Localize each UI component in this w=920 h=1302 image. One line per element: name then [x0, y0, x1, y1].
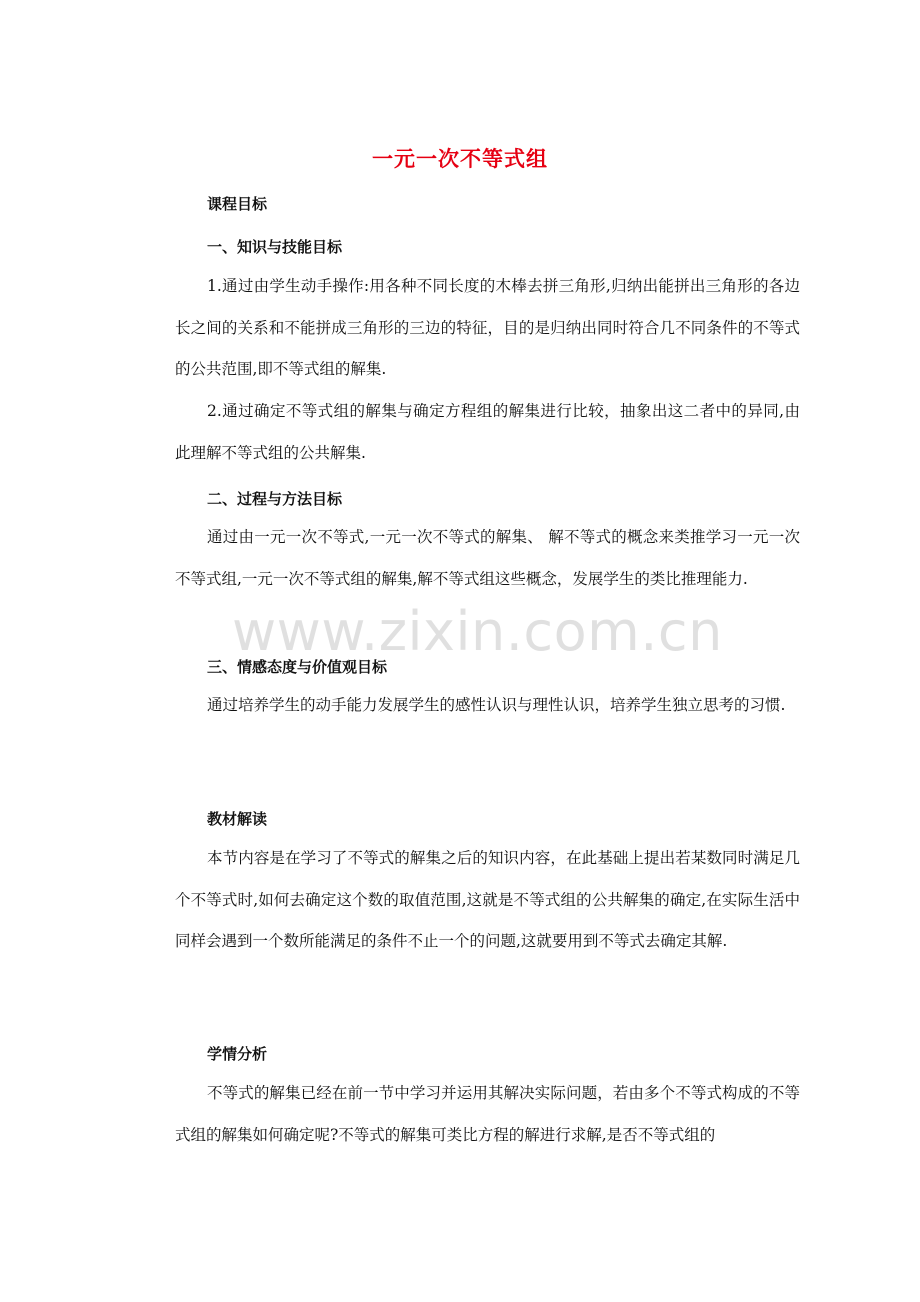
paragraph-analysis-1: 不等式的解集已经在前一节中学习并运用其解决实际问题，若由多个不等式构成的不等式组的解集如何确定呢?不等式的解集可类比方程的解进行求解,是否不等式组的 — [175, 1084, 800, 1144]
heading-process-methods: 二、过程与方法目标 — [207, 490, 343, 508]
paragraph-emotion-1: 通过培养学生的动手能力发展学生的感性认识与理性认识，培养学生独立思考的习惯. — [207, 696, 786, 714]
paragraph-knowledge-1: 1.通过由学生动手操作:用各种不同长度的木棒去拼三角形,归纳出能拼出三角形的各边长之间的关系和不能拼成三角形的三边的特征，目的是归纳出同时符合几不同条件的不等式的公共范围,即不等式组的解集. — [175, 277, 800, 378]
paragraph-knowledge-2: 2.通过确定不等式组的解集与确定方程组的解集进行比较，抽象出这二者中的异同,由此理解不等式组的公共解集. — [175, 402, 800, 462]
paragraph-process-1: 通过由一元一次不等式,一元一次不等式的解集、 解不等式的概念来类推学习一元一次不等式组,一元一次不等式组的解集,解不等式组这些概念，发展学生的类比推理能力. — [175, 528, 800, 588]
heading-textbook-interpretation: 教材解读 — [207, 810, 268, 828]
document-title: 一元一次不等式组 — [372, 146, 548, 171]
heading-course-goals: 课程目标 — [207, 195, 268, 213]
watermark: www.zixin.com.cn — [232, 600, 723, 663]
heading-knowledge-skills: 一、知识与技能目标 — [207, 238, 343, 256]
paragraph-textbook-1: 本节内容是在学习了不等式的解集之后的知识内容，在此基础上提出若某数同时满足几个不等式时,如何去确定这个数的取值范围,这就是不等式组的公共解集的确定,在实际生活中同样会遇到一个数所能满足的条件不止一个的问题,这就要用到不等式去确定其解. — [175, 849, 800, 950]
heading-emotion-values: 三、情感态度与价值观目标 — [207, 658, 388, 676]
heading-learning-analysis: 学情分析 — [207, 1045, 268, 1063]
